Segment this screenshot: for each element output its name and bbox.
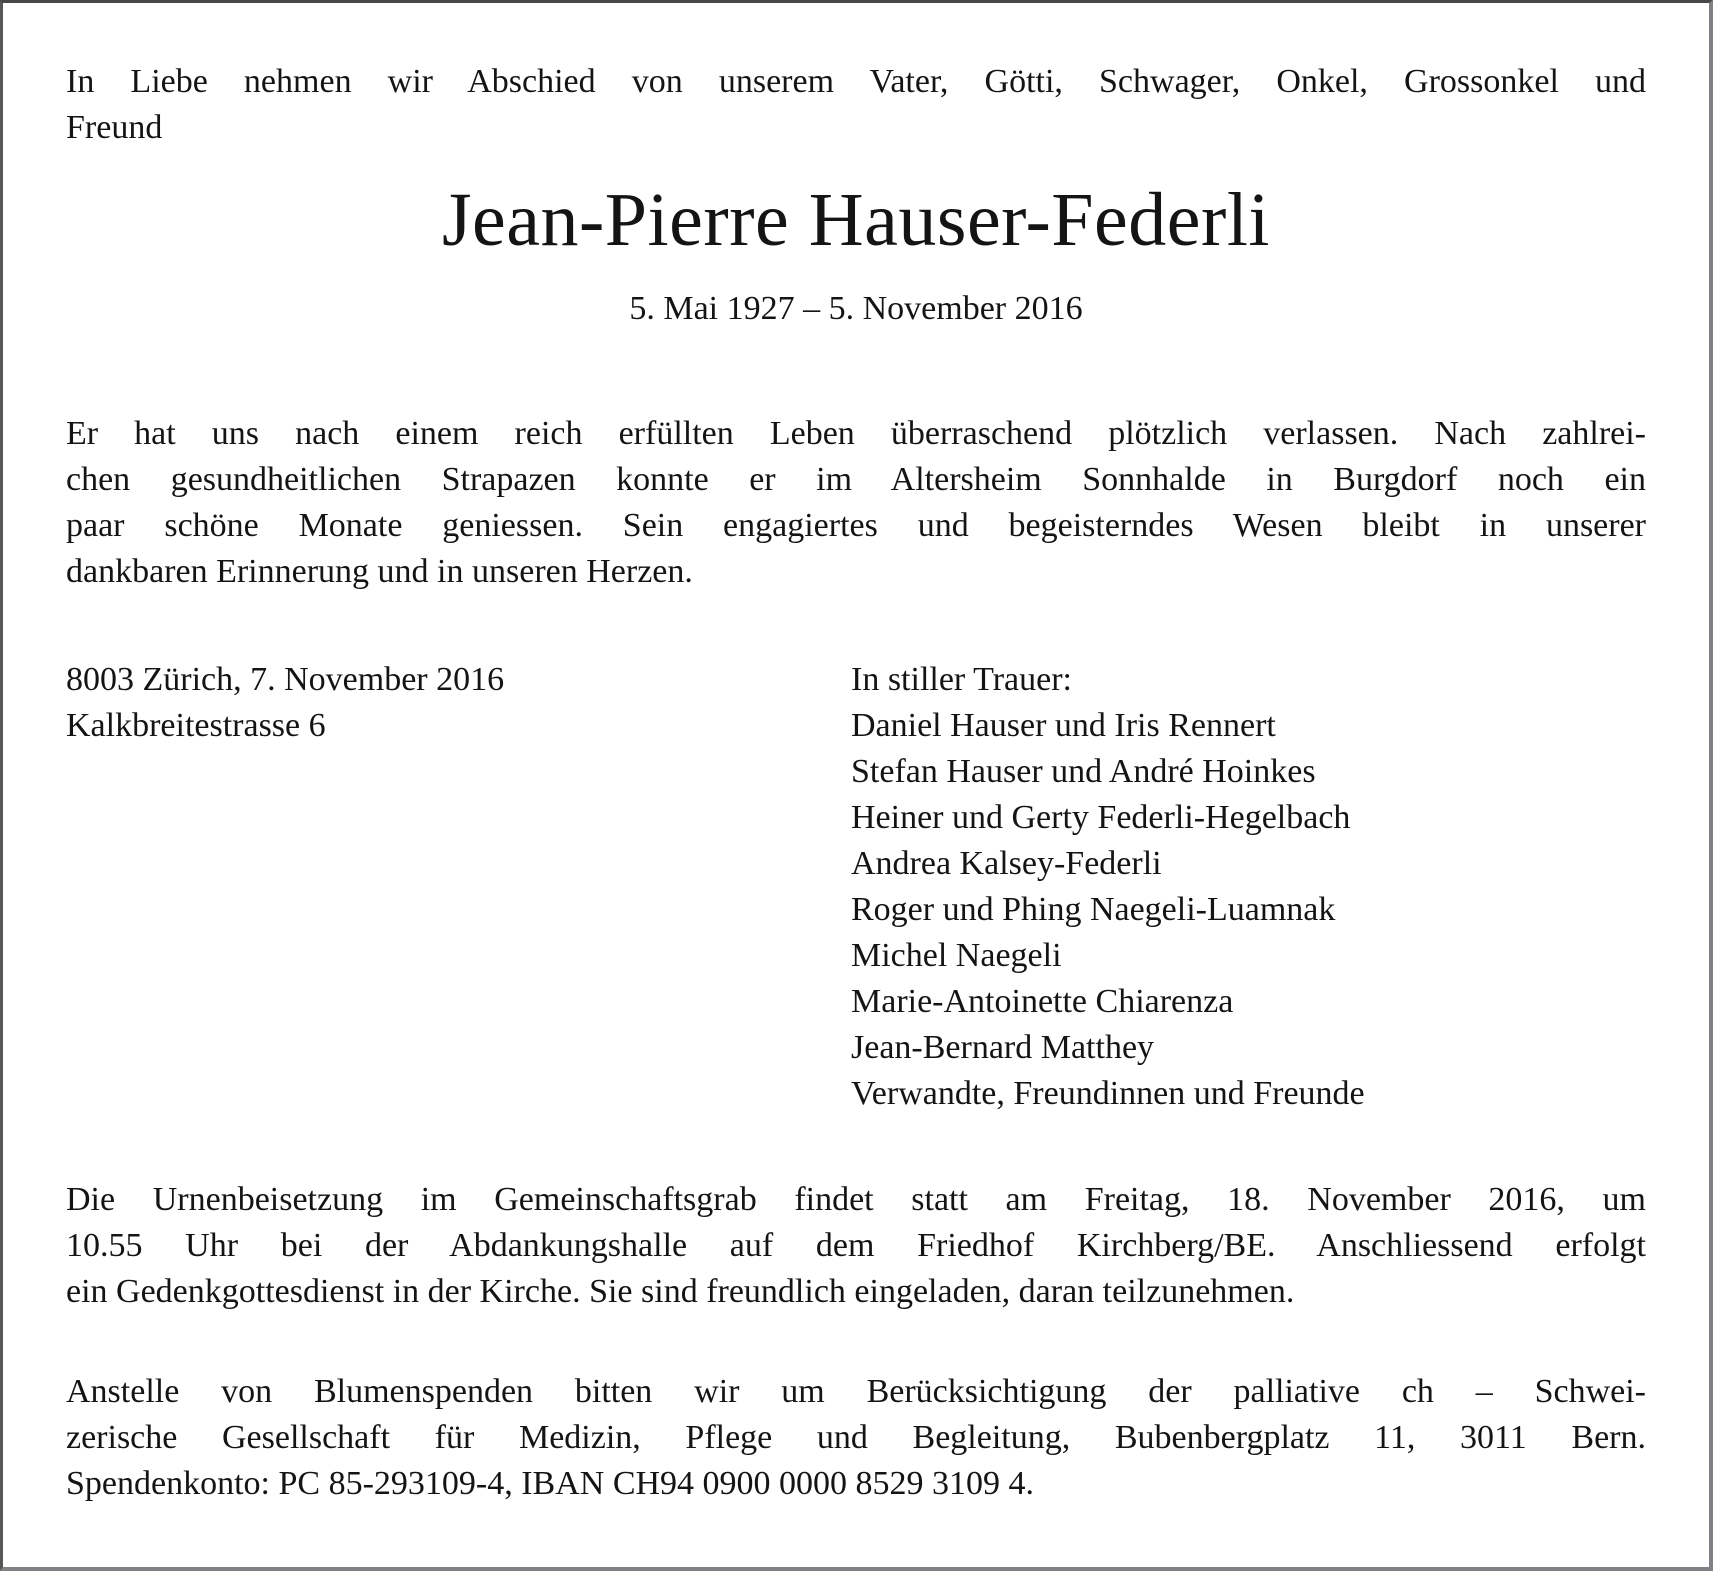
mourner-name: Jean-Bernard Matthey <box>851 1029 1155 1066</box>
donation-paragraph <box>66 1369 1646 1507</box>
street-address: Kalkbreitestrasse 6 <box>66 707 326 744</box>
obituary-line: Er hat uns nach einem reich erfüllten Leben überraschend plötzlich verlassen. Nach zahlrei- <box>66 415 1646 452</box>
donation-line: Spendenkonto: PC 85-293109-4, IBAN CH94 0900 0000 8529 3109 4. <box>66 1465 1035 1502</box>
intro-line: In Liebe nehmen wir Abschied von unserem Vater, Götti, Schwager, Onkel, Grossonkel und <box>66 63 1646 100</box>
mourner-name: Marie-Antoinette Chiarenza <box>851 983 1234 1020</box>
mourner-name: Heiner und Gerty Federli-Hegelbach <box>851 799 1351 836</box>
obituary-line: paar schöne Monate geniessen. Sein engagiertes und begeisterndes Wesen bleibt in unserer <box>66 507 1646 544</box>
notice-content <box>3 3 1709 1567</box>
mourner-name: Daniel Hauser und Iris Rennert <box>851 707 1276 744</box>
place-date-block <box>66 657 851 749</box>
intro-line: Freund <box>66 109 163 146</box>
mourners-list <box>851 703 1646 1117</box>
mourner-name: Stefan Hauser und André Hoinkes <box>851 753 1316 790</box>
funeral-line: ein Gedenkgottesdienst in der Kirche. Sie sind freundlich eingeladen, daran teilzunehmen. <box>66 1273 1295 1310</box>
life-dates: 5. Mai 1927 – 5. November 2016 <box>629 290 1083 327</box>
mourner-name: Michel Naegeli <box>851 937 1062 974</box>
mourner-name: Verwandte, Freundinnen und Freunde <box>851 1075 1365 1112</box>
funeral-line: 10.55 Uhr bei der Abdankungshalle auf dem Friedhof Kirchberg/BE. Anschliessend erfolgt <box>66 1227 1646 1264</box>
deceased-name: Jean-Pierre Hauser-Federli <box>441 178 1271 262</box>
mourner-name: Andrea Kalsey-Federli <box>851 845 1162 882</box>
donation-line: zerische Gesellschaft für Medizin, Pflege und Begleitung, Bubenbergplatz 11, 3011 Bern. <box>66 1419 1646 1456</box>
mourners-block <box>851 657 1646 1117</box>
funeral-paragraph <box>66 1177 1646 1315</box>
intro-paragraph <box>66 59 1646 151</box>
mourner-name: Roger und Phing Naegeli-Luamnak <box>851 891 1336 928</box>
funeral-line: Die Urnenbeisetzung im Gemeinschaftsgrab findet statt am Freitag, 18. November 2016, um <box>66 1181 1646 1218</box>
obituary-paragraph <box>66 411 1646 595</box>
details-section <box>66 657 1646 1117</box>
obituary-line: chen gesundheitlichen Strapazen konnte er im Altersheim Sonnhalde in Burgdorf noch ein <box>66 461 1646 498</box>
mourners-heading: In stiller Trauer: <box>851 661 1072 698</box>
obituary-line: dankbaren Erinnerung und in unseren Herzen. <box>66 553 693 590</box>
place-and-date: 8003 Zürich, 7. November 2016 <box>66 661 505 698</box>
donation-line: Anstelle von Blumenspenden bitten wir um Berücksichtigung der palliative ch – Schwei- <box>66 1373 1646 1410</box>
